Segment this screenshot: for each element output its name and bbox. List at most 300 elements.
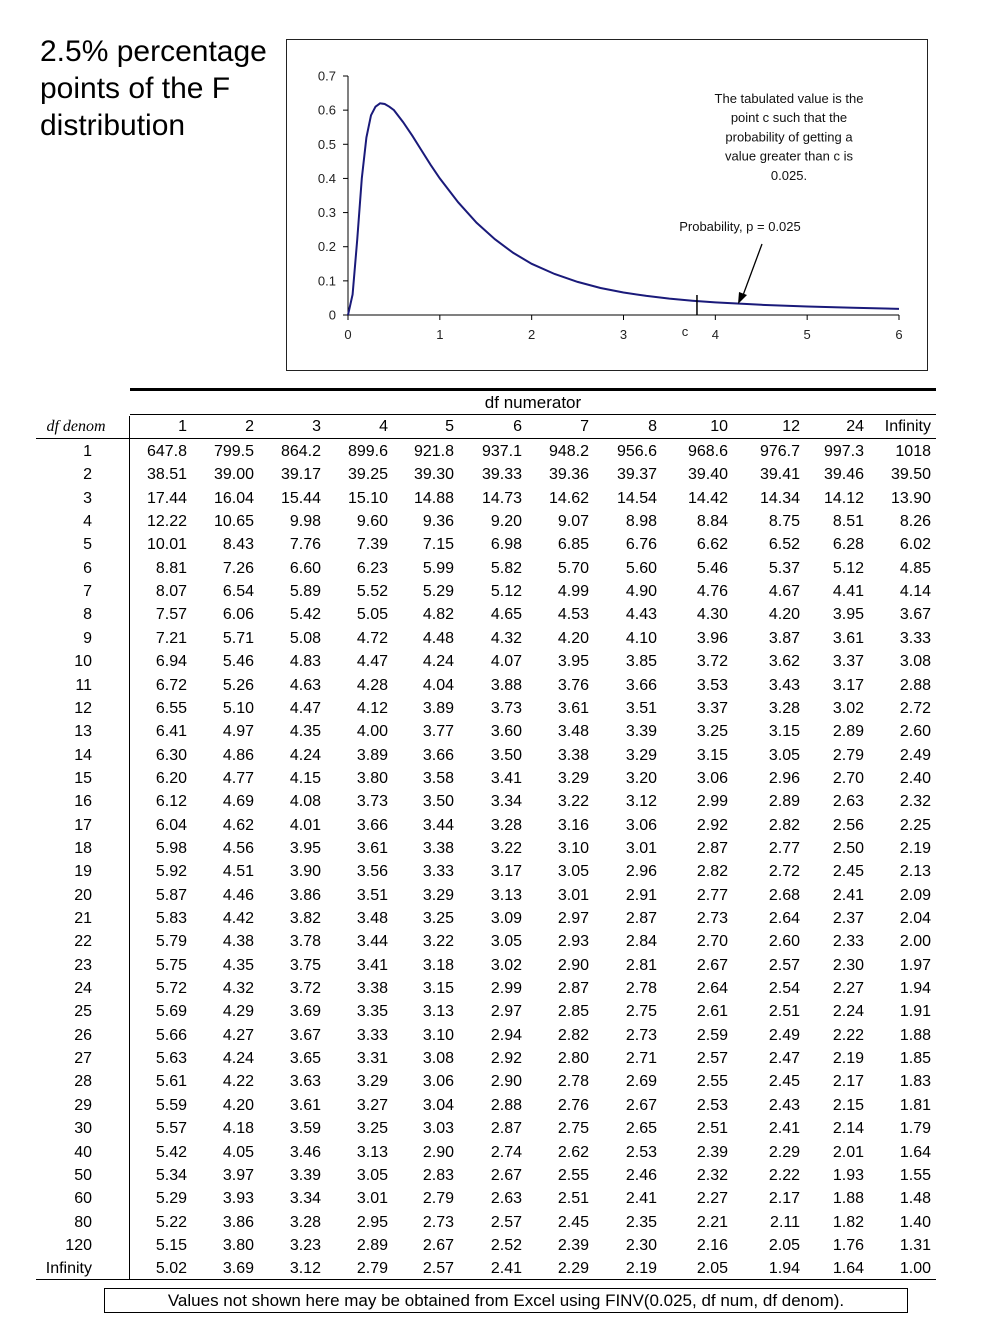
table-cell: 2.49 xyxy=(899,746,931,764)
table-cell: 2.89 xyxy=(832,723,864,741)
table-cell: 3.17 xyxy=(490,863,522,881)
table-body xyxy=(36,440,936,1280)
table-cell: 2.96 xyxy=(768,769,800,787)
table-cell: 2.41 xyxy=(490,1260,522,1278)
table-cell: 1.64 xyxy=(832,1260,864,1278)
table-cell: 3.08 xyxy=(422,1050,454,1068)
table-cell: 3.48 xyxy=(557,723,589,741)
table-cell: 2.89 xyxy=(356,1236,388,1254)
table-cell: 4.76 xyxy=(696,583,728,601)
table-cell: 2.39 xyxy=(696,1143,728,1161)
df-numerator-label: df numerator xyxy=(484,393,582,412)
table-cell: 1.64 xyxy=(899,1143,931,1161)
table-cell: 39.40 xyxy=(687,466,728,484)
annotation-line: value greater than c is xyxy=(725,148,853,164)
table-row xyxy=(36,977,936,1000)
table-row xyxy=(36,860,936,883)
table-row xyxy=(36,1141,936,1164)
table-cell: 948.2 xyxy=(548,443,589,460)
table-cell: 2.30 xyxy=(832,956,864,974)
table-cell: 7.39 xyxy=(356,536,388,554)
table-cell: 3.66 xyxy=(422,746,454,764)
table-cell: 2.82 xyxy=(768,816,800,834)
table-cell: 5.52 xyxy=(356,583,388,601)
table-cell: 3.15 xyxy=(696,746,728,764)
df-denom-cell: 29 xyxy=(74,1096,92,1114)
table-cell: 2.81 xyxy=(625,956,657,974)
table-cell: 3.33 xyxy=(356,1026,388,1044)
table-cell: 3.08 xyxy=(899,653,931,671)
table-cell: 4.43 xyxy=(625,606,657,624)
df-denom-cell: 22 xyxy=(74,933,92,951)
table-cell: 3.67 xyxy=(289,1026,321,1044)
table-cell: 4.82 xyxy=(422,606,454,624)
table-cell: 3.28 xyxy=(289,1213,321,1231)
table-cell: 1.94 xyxy=(899,980,931,998)
table-cell: 3.05 xyxy=(768,746,800,764)
table-cell: 4.69 xyxy=(222,793,254,811)
table-cell: 6.12 xyxy=(155,793,187,811)
table-cell: 6.23 xyxy=(356,559,388,577)
table-cell: 5.57 xyxy=(155,1120,187,1138)
table-cell: 3.33 xyxy=(899,629,931,647)
table-cell: 2.87 xyxy=(557,980,589,998)
df-denom-cell: 40 xyxy=(74,1143,92,1161)
table-cell: 4.10 xyxy=(625,629,657,647)
table-cell: 4.35 xyxy=(222,956,254,974)
table-cell: 4.22 xyxy=(222,1073,254,1091)
table-cell: 2.63 xyxy=(490,1190,522,1208)
table-cell: 5.02 xyxy=(155,1260,187,1278)
table-cell: 3.28 xyxy=(768,699,800,717)
table-cell: 2.24 xyxy=(832,1003,864,1021)
table-cell: 1018 xyxy=(895,443,931,460)
table-row xyxy=(36,463,936,486)
table-cell: 6.41 xyxy=(155,723,187,741)
table-row xyxy=(36,487,936,510)
table-cell: 2.89 xyxy=(768,793,800,811)
table-cell: 3.10 xyxy=(557,839,589,857)
table-cell: 5.42 xyxy=(289,606,321,624)
table-cell: 39.17 xyxy=(280,466,321,484)
df-denom-cell: 28 xyxy=(74,1073,92,1091)
df-denom-cell: 16 xyxy=(74,793,92,811)
table-cell: 3.02 xyxy=(832,699,864,717)
table-cell: 2.49 xyxy=(768,1026,800,1044)
table-cell: 2.45 xyxy=(557,1213,589,1231)
table-cell: 4.01 xyxy=(289,816,321,834)
column-header: 10 xyxy=(710,418,728,435)
table-cell: 2.00 xyxy=(899,933,931,951)
df-denom-cell: 11 xyxy=(75,676,92,694)
table-cell: 3.29 xyxy=(625,746,657,764)
table-cell: 3.17 xyxy=(832,676,864,694)
table-cell: 2.63 xyxy=(832,793,864,811)
table-cell: 3.46 xyxy=(289,1143,321,1161)
table-cell: 2.87 xyxy=(696,839,728,857)
table-cell: 4.20 xyxy=(557,629,589,647)
table-cell: 4.67 xyxy=(768,583,800,601)
table-cell: 3.15 xyxy=(768,723,800,741)
table-cell: 2.41 xyxy=(625,1190,657,1208)
table-cell: 2.74 xyxy=(490,1143,522,1161)
table-cell: 3.95 xyxy=(557,653,589,671)
df-denom-cell: 12 xyxy=(74,699,92,717)
table-row xyxy=(36,1257,936,1280)
table-cell: 2.25 xyxy=(899,816,931,834)
table-cell: 39.25 xyxy=(347,466,388,484)
table-cell: 1.79 xyxy=(899,1120,931,1138)
table-row xyxy=(36,1211,936,1234)
table-cell: 2.90 xyxy=(422,1143,454,1161)
table-cell: 5.92 xyxy=(155,863,187,881)
y-tick-label: 0.4 xyxy=(317,170,336,186)
table-cell: 3.15 xyxy=(422,980,454,998)
table-cell: 2.05 xyxy=(768,1236,800,1254)
table-cell: 4.99 xyxy=(557,583,589,601)
table-cell: 2.82 xyxy=(557,1026,589,1044)
table-cell: 4.41 xyxy=(832,583,864,601)
table-cell: 5.70 xyxy=(557,559,589,577)
df-denom-cell: 9 xyxy=(83,629,92,647)
table-cell: 5.08 xyxy=(289,629,321,647)
table-cell: 3.38 xyxy=(356,980,388,998)
table-cell: 2.64 xyxy=(696,980,728,998)
table-cell: 2.77 xyxy=(768,839,800,857)
table-cell: 3.23 xyxy=(289,1236,321,1254)
table-cell: 39.36 xyxy=(548,466,589,484)
table-cell: 3.34 xyxy=(289,1190,321,1208)
table-cell: 5.42 xyxy=(155,1143,187,1161)
table-cell: 5.29 xyxy=(422,583,454,601)
table-cell: 4.86 xyxy=(222,746,254,764)
table-cell: 4.62 xyxy=(222,816,254,834)
df-denom-cell: 10 xyxy=(74,653,92,671)
table-cell: 2.19 xyxy=(899,839,931,857)
table-cell: 3.95 xyxy=(289,839,321,857)
column-header: 8 xyxy=(648,418,657,435)
table-cell: 3.33 xyxy=(422,863,454,881)
table-cell: 3.28 xyxy=(490,816,522,834)
table-header-row xyxy=(36,416,936,438)
y-tick-label: 0.5 xyxy=(317,136,336,152)
table-row xyxy=(36,954,936,977)
table-cell: 3.38 xyxy=(422,839,454,857)
df-denom-header: df denom xyxy=(46,418,106,435)
table-cell: 2.84 xyxy=(625,933,657,951)
table-cell: 2.04 xyxy=(899,910,931,927)
df-denom-cell: 5 xyxy=(83,536,92,554)
table-cell: 14.62 xyxy=(548,489,589,507)
df-denom-cell: 17 xyxy=(74,816,92,834)
table-row xyxy=(36,1047,936,1070)
table-cell: 3.29 xyxy=(557,769,589,787)
table-cell: 39.37 xyxy=(616,466,657,484)
table-cell: 937.1 xyxy=(481,443,522,460)
table-cell: 3.06 xyxy=(625,816,657,834)
table-cell: 5.79 xyxy=(155,933,187,951)
table-cell: 3.63 xyxy=(289,1073,321,1091)
df-denom-cell: 60 xyxy=(74,1190,92,1208)
table-cell: 799.5 xyxy=(213,443,254,460)
table-cell: 2.79 xyxy=(356,1260,388,1278)
table-cell: 2.67 xyxy=(625,1096,657,1114)
table-cell: 1.76 xyxy=(832,1236,864,1254)
table-cell: 5.69 xyxy=(155,1003,187,1021)
table-cell: 2.83 xyxy=(422,1166,454,1184)
table-cell: 5.83 xyxy=(155,910,187,927)
table-cell: 3.10 xyxy=(422,1026,454,1044)
table-cell: 997.3 xyxy=(823,443,864,460)
table-cell: 8.84 xyxy=(696,513,728,531)
y-tick-label: 0 xyxy=(328,307,336,323)
table-header-rule xyxy=(130,414,936,415)
table-cell: 1.00 xyxy=(899,1260,931,1278)
table-cell: 7.26 xyxy=(222,559,254,577)
table-cell: 4.63 xyxy=(289,676,321,694)
df-denom-cell: 2 xyxy=(83,466,92,484)
table-cell: 6.98 xyxy=(490,536,522,554)
chart-svg xyxy=(287,40,927,370)
table-cell: 14.73 xyxy=(481,489,522,507)
table-cell: 3.76 xyxy=(557,676,589,694)
table-cell: 4.08 xyxy=(289,793,321,811)
y-tick-label: 0.2 xyxy=(317,239,336,255)
table-cell: 4.72 xyxy=(356,629,388,647)
table-cell: 2.85 xyxy=(557,1003,589,1021)
table-cell: 5.46 xyxy=(222,653,254,671)
table-cell: 4.85 xyxy=(899,559,931,577)
table-cell: 1.93 xyxy=(832,1166,864,1184)
table-row xyxy=(36,884,936,907)
table-cell: 9.07 xyxy=(557,513,589,531)
table-cell: 5.75 xyxy=(155,956,187,974)
table-cell: 3.61 xyxy=(289,1096,321,1114)
table-cell: 3.56 xyxy=(356,863,388,881)
table-cell: 2.57 xyxy=(422,1260,454,1278)
x-tick-label: 0 xyxy=(344,327,352,342)
table-cell: 6.94 xyxy=(155,653,187,671)
table-cell: 3.37 xyxy=(696,699,728,717)
table-cell: 3.05 xyxy=(557,863,589,881)
x-tick-label: 1 xyxy=(436,327,444,342)
table-cell: 5.59 xyxy=(155,1096,187,1114)
table-cell: 2.17 xyxy=(768,1190,800,1208)
table-cell: 3.59 xyxy=(289,1120,321,1138)
y-tick-label: 0.1 xyxy=(317,273,336,289)
table-cell: 7.76 xyxy=(289,536,321,554)
table-cell: 5.87 xyxy=(155,886,187,904)
table-cell: 3.61 xyxy=(557,699,589,717)
table-cell: 2.92 xyxy=(490,1050,522,1068)
table-cell: 899.6 xyxy=(347,443,388,460)
table-cell: 3.66 xyxy=(625,676,657,694)
table-cell: 2.41 xyxy=(832,886,864,904)
table-row xyxy=(36,814,936,837)
table-cell: 2.70 xyxy=(832,769,864,787)
table-cell: 6.06 xyxy=(222,606,254,624)
table-cell: 2.72 xyxy=(768,863,800,881)
table-cell: 1.83 xyxy=(899,1073,931,1091)
table-cell: 3.13 xyxy=(356,1143,388,1161)
table-cell: 2.91 xyxy=(625,886,657,904)
table-cell: 3.13 xyxy=(490,886,522,904)
table-cell: 2.99 xyxy=(696,793,728,811)
table-cell: 9.36 xyxy=(422,513,454,531)
table-cell: 14.12 xyxy=(823,489,864,507)
table-cell: 4.56 xyxy=(222,839,254,857)
table-cell: 4.48 xyxy=(422,629,454,647)
table-row xyxy=(36,744,936,767)
table-cell: 3.90 xyxy=(289,863,321,881)
table-cell: 968.6 xyxy=(687,443,728,460)
table-cell: 2.92 xyxy=(696,816,728,834)
table-cell: 4.97 xyxy=(222,723,254,741)
table-cell: 8.98 xyxy=(625,513,657,531)
table-cell: 2.69 xyxy=(625,1073,657,1091)
table-cell: 2.67 xyxy=(490,1166,522,1184)
table-cell: 5.66 xyxy=(155,1026,187,1044)
table-cell: 2.50 xyxy=(832,839,864,857)
table-cell: 2.32 xyxy=(899,793,931,811)
table-cell: 4.38 xyxy=(222,933,254,951)
table-cell: 6.55 xyxy=(155,699,187,717)
table-cell: 647.8 xyxy=(146,443,187,460)
table-cell: 39.46 xyxy=(823,466,864,484)
table-cell: 2.15 xyxy=(832,1096,864,1114)
table-cell: 3.60 xyxy=(490,723,522,741)
table-cell: 39.33 xyxy=(481,466,522,484)
table-row xyxy=(36,837,936,860)
table-cell: 3.85 xyxy=(625,653,657,671)
table-cell: 39.50 xyxy=(890,466,931,484)
table-cell: 13.90 xyxy=(890,489,931,507)
table-cell: 2.71 xyxy=(625,1050,657,1068)
table-cell: 5.26 xyxy=(222,676,254,694)
table-cell: 3.01 xyxy=(625,839,657,857)
df-denom-cell: 14 xyxy=(74,746,92,764)
table-cell: 2.33 xyxy=(832,933,864,951)
table-cell: 10.65 xyxy=(213,513,254,531)
column-header: 5 xyxy=(445,418,454,435)
table-cell: 3.29 xyxy=(422,886,454,904)
column-header: Infinity xyxy=(884,418,931,435)
table-cell: 4.24 xyxy=(422,653,454,671)
column-header: 24 xyxy=(846,418,864,435)
df-denom-cell: 8 xyxy=(83,606,92,624)
table-cell: 2.73 xyxy=(625,1026,657,1044)
table-cell: 9.60 xyxy=(356,513,388,531)
table-cell: 4.18 xyxy=(222,1120,254,1138)
table-cell: 5.46 xyxy=(696,559,728,577)
table-cell: 3.48 xyxy=(356,910,388,927)
table-cell: 2.35 xyxy=(625,1213,657,1231)
table-cell: 3.39 xyxy=(289,1166,321,1184)
table-cell: 5.61 xyxy=(155,1073,187,1091)
table-cell: 38.51 xyxy=(146,466,187,484)
table-cell: 4.46 xyxy=(222,886,254,904)
table-cell: 7.15 xyxy=(422,536,454,554)
table-cell: 10.01 xyxy=(146,536,187,554)
table-cell: 3.53 xyxy=(696,676,728,694)
table-cell: 2.97 xyxy=(557,910,589,927)
table-cell: 2.78 xyxy=(557,1073,589,1091)
table-cell: 2.29 xyxy=(557,1260,589,1278)
table-cell: 2.72 xyxy=(899,699,931,717)
table-cell: 4.05 xyxy=(222,1143,254,1161)
table-cell: 2.09 xyxy=(899,886,931,904)
table-row xyxy=(36,1164,936,1187)
table-cell: 2.39 xyxy=(557,1236,589,1254)
table-cell: 3.20 xyxy=(625,769,657,787)
table-cell: 8.07 xyxy=(155,583,187,601)
table-cell: 2.79 xyxy=(832,746,864,764)
table-cell: 2.27 xyxy=(832,980,864,998)
df-denom-cell: 26 xyxy=(74,1026,92,1044)
table-cell: 3.58 xyxy=(422,769,454,787)
column-header: 2 xyxy=(245,418,254,435)
table-row xyxy=(36,1094,936,1117)
table-top-rule xyxy=(130,388,936,391)
table-cell: 1.48 xyxy=(899,1190,931,1208)
table-cell: 2.61 xyxy=(696,1003,728,1021)
table-cell: 12.22 xyxy=(146,513,187,531)
table-cell: 2.73 xyxy=(696,910,728,927)
table-cell: 3.75 xyxy=(289,956,321,974)
table-cell: 4.07 xyxy=(490,653,522,671)
table-cell: 3.22 xyxy=(557,793,589,811)
table-cell: 6.52 xyxy=(768,536,800,554)
table-cell: 4.20 xyxy=(768,606,800,624)
annotation-line: probability of getting a xyxy=(725,129,853,145)
table-cell: 2.54 xyxy=(768,980,800,998)
df-denom-cell: 4 xyxy=(83,513,92,531)
df-denom-cell: 19 xyxy=(74,863,92,881)
table-cell: 3.66 xyxy=(356,816,388,834)
table-row xyxy=(36,510,936,533)
table-cell: 2.13 xyxy=(899,863,931,881)
table-row xyxy=(36,1117,936,1140)
table-cell: 5.72 xyxy=(155,980,187,998)
table-cell: 4.42 xyxy=(222,910,254,927)
table-cell: 8.51 xyxy=(832,513,864,531)
table-cell: 14.42 xyxy=(687,489,728,507)
table-cell: 2.76 xyxy=(557,1096,589,1114)
table-cell: 5.12 xyxy=(832,559,864,577)
table-cell: 3.89 xyxy=(356,746,388,764)
table-cell: 2.99 xyxy=(490,980,522,998)
table-cell: 7.21 xyxy=(155,629,187,647)
y-tick-label: 0.6 xyxy=(317,102,336,118)
table-cell: 3.03 xyxy=(422,1120,454,1138)
table-cell: 2.96 xyxy=(625,863,657,881)
table-cell: 4.24 xyxy=(222,1050,254,1068)
table-cell: 3.05 xyxy=(356,1166,388,1184)
table-cell: 3.37 xyxy=(832,653,864,671)
table-cell: 4.29 xyxy=(222,1003,254,1021)
table-cell: 2.52 xyxy=(490,1236,522,1254)
table-cell: 4.53 xyxy=(557,606,589,624)
table-cell: 3.18 xyxy=(422,956,454,974)
x-tick-label: 5 xyxy=(803,327,811,342)
table-cell: 2.77 xyxy=(696,886,728,904)
table-cell: 8.81 xyxy=(155,559,187,577)
table-cell: 2.19 xyxy=(832,1050,864,1068)
table-cell: 6.72 xyxy=(155,676,187,694)
page-title: 2.5% percentage points of the F distribution xyxy=(40,35,267,142)
table-cell: 3.69 xyxy=(222,1260,254,1278)
table-cell: 3.02 xyxy=(490,956,522,974)
